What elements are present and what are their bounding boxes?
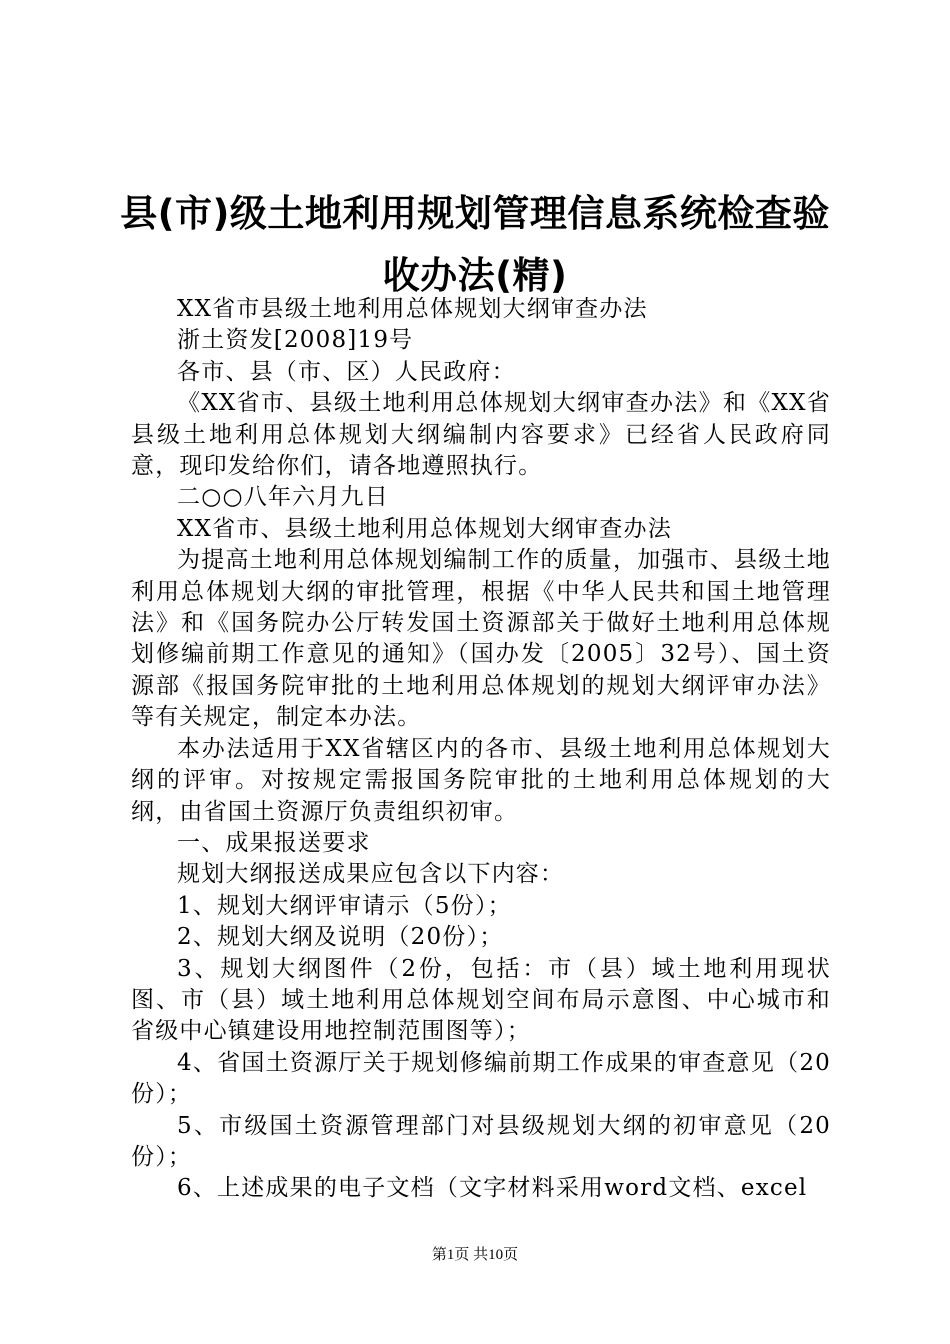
paragraph: 本办法适用于XX省辖区内的各市、县级土地利用总体规划大纲的评审。对按规定需报国务院审批的土地利用总体规划的大纲，由省国土资源厅负责组织初审。 [131, 735, 831, 825]
paragraph: 6、上述成果的电子文档（文字材料采用word文档、excel [177, 1175, 808, 1202]
paragraph: 2、规划大纲及说明（20份）； [177, 924, 504, 951]
paragraph: XX省市县级土地利用总体规划大纲审查办法 [177, 296, 648, 322]
paragraph: XX省市、县级土地利用总体规划大纲审查办法 [177, 515, 672, 542]
page-footer: 第1页 共10页 [431, 1247, 519, 1263]
document-body [131, 294, 831, 1205]
paragraph: 为提高土地利用总体规划编制工作的质量，加强市、县级土地利用总体规划大纲的审批管理，根据《中华人民共和国土地管理法》和《国务院办公厅转发国土资源部关于做好土地利用总体规划修编前期工作意见的通知》（国办发〔2005〕32号）、国土资源部《报国务院审批的土地利用总体规划的规划大纲评审办法》等有关规定，制定本办法。 [131, 547, 831, 731]
paragraph: 二○○八年六月九日 [177, 484, 389, 511]
paragraph: 一、成果报送要求 [177, 829, 371, 856]
paragraph: 规划大纲报送成果应包含以下内容： [177, 861, 565, 888]
paragraph: 各市、县（市、区）人民政府： [177, 358, 516, 385]
paragraph: 5、市级国土资源管理部门对县级规划大纲的初审意见（20份）； [131, 1112, 831, 1170]
paragraph: 浙土资发[2008]19号 [177, 327, 414, 354]
paragraph: 4、省国土资源厅关于规划修编前期工作成果的审查意见（20份）； [131, 1049, 831, 1108]
document-title: 县(市)级土地利用规划管理信息系统检查验收办法(精) [120, 192, 830, 297]
paragraph: 3、规划大纲图件（2份，包括：市（县）域土地利用现状图、市（县）域土地利用总体规划空间布局示意图、中心城市和省级中心镇建设用地控制范围图等）； [131, 955, 831, 1045]
paragraph: 《XX省市、县级土地利用总体规划大纲审查办法》和《XX省县级土地利用总体规划大纲编制内容要求》已经省人民政府同意，现印发给你们，请各地遵照执行。 [131, 390, 831, 480]
paragraph: 1、规划大纲评审请示（5份）； [177, 892, 512, 919]
